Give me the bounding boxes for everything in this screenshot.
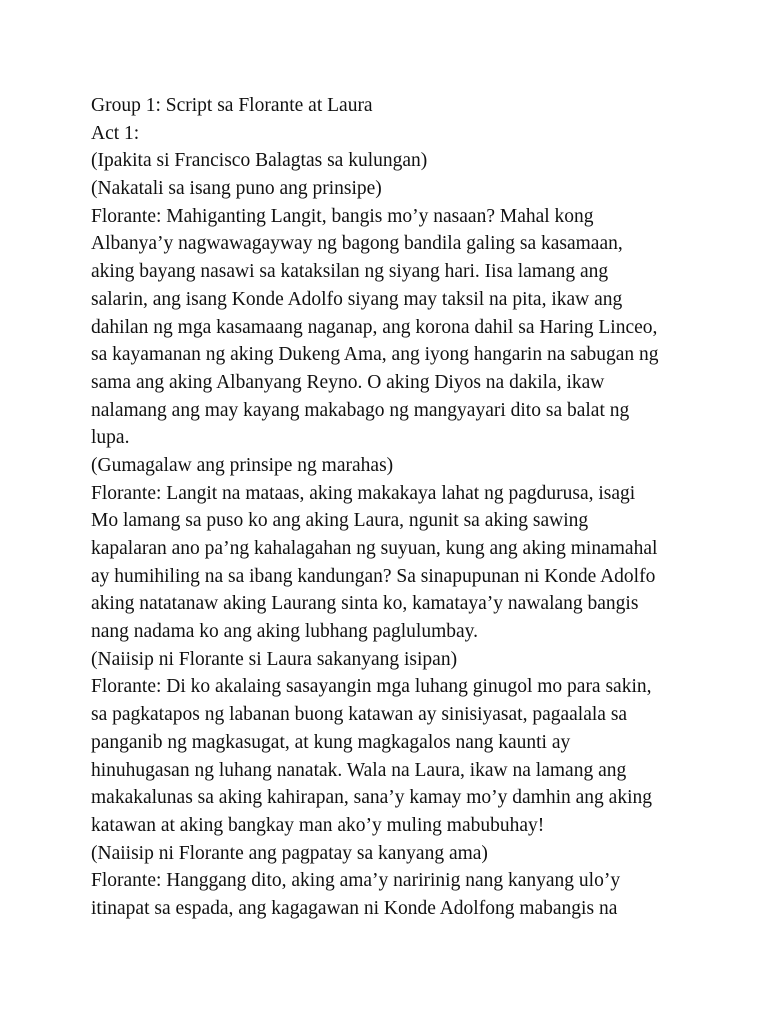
stage-direction: (Naiisip ni Florante ang pagpatay sa kanyang ama): [91, 842, 488, 864]
dialogue-line: panganib ng magkasugat, at kung magkagalos nang kaunti ay: [91, 731, 571, 753]
dialogue-line: kapalaran ano pa’ng kahalagahan ng suyuan, kung ang aking minamahal: [91, 538, 658, 559]
dialogue-line: makakalunas sa aking kahirapan, sana’y kamay mo’y damhin ang aking: [91, 787, 652, 809]
dialogue-line: Florante: Hanggang dito, aking ama’y naririnig nang kanyang ulo’y: [91, 870, 621, 892]
dialogue-line: dahilan ng mga kasamaang naganap, ang korona dahil sa Haring Linceo,: [91, 316, 658, 338]
dialogue-line: katawan at aking bangkay man ako’y muling mabubuhay!: [91, 814, 545, 836]
dialogue-line: Florante: Langit na mataas, aking makakaya lahat ng pagdurusa, isagi: [91, 482, 636, 504]
dialogue-line: sa kayamanan ng aking Dukeng Ama, ang iyong hangarin na sabugan ng: [91, 344, 659, 366]
dialogue-line: Mo lamang sa puso ko ang aking Laura, ngunit sa aking sawing: [91, 510, 589, 532]
stage-direction: (Naiisip ni Florante si Laura sakanyang isipan): [91, 648, 458, 670]
script-text: [91, 92, 731, 923]
dialogue-line: Florante: Mahiganting Langit, bangis mo’y nasaan? Mahal kong: [91, 205, 594, 227]
dialogue-line: itinapat sa espada, ang kagagawan ni Konde Adolfong mabangis na: [91, 897, 618, 919]
dialogue-line: ay humihiling na sa ibang kandungan? Sa sinapupunan ni Konde Adolfo: [91, 565, 656, 587]
dialogue-line: aking bayang nasawi sa kataksilan ng siyang hari. Iisa lamang ang: [91, 261, 609, 283]
dialogue-line: nalamang ang may kayang makabago ng mangyayari dito sa balat ng: [91, 399, 630, 421]
dialogue-line: Albanya’y nagwawagayway ng bagong bandila galing sa kasamaan,: [91, 233, 623, 255]
dialogue-line: sa pagkatapos ng labanan buong katawan ay sinisiyasat, pagaalala sa: [91, 704, 628, 726]
stage-direction: (Gumagalaw ang prinsipe ng marahas): [91, 454, 394, 476]
act-heading: Act 1:: [91, 122, 140, 144]
dialogue-line: salarin, ang isang Konde Adolfo siyang may taksil na pita, ikaw ang: [91, 288, 623, 310]
dialogue-line: nang nadama ko ang aking lubhang paglulumbay.: [91, 621, 479, 643]
document-title: Group 1: Script sa Florante at Laura: [91, 95, 373, 116]
stage-direction: (Ipakita si Francisco Balagtas sa kulungan): [91, 150, 428, 172]
dialogue-line: lupa.: [91, 427, 130, 449]
dialogue-line: aking natatanaw aking Laurang sinta ko, kamataya’y nawalang bangis: [91, 593, 639, 615]
dialogue-line: sama ang aking Albanyang Reyno. O aking Diyos na dakila, ikaw: [91, 371, 605, 393]
stage-direction: (Nakatali sa isang puno ang prinsipe): [91, 178, 382, 200]
dialogue-line: Florante: Di ko akalaing sasayangin mga luhang ginugol mo para sakin,: [91, 676, 652, 698]
dialogue-line: hinuhugasan ng luhang nanatak. Wala na Laura, ikaw na lamang ang: [91, 759, 627, 781]
